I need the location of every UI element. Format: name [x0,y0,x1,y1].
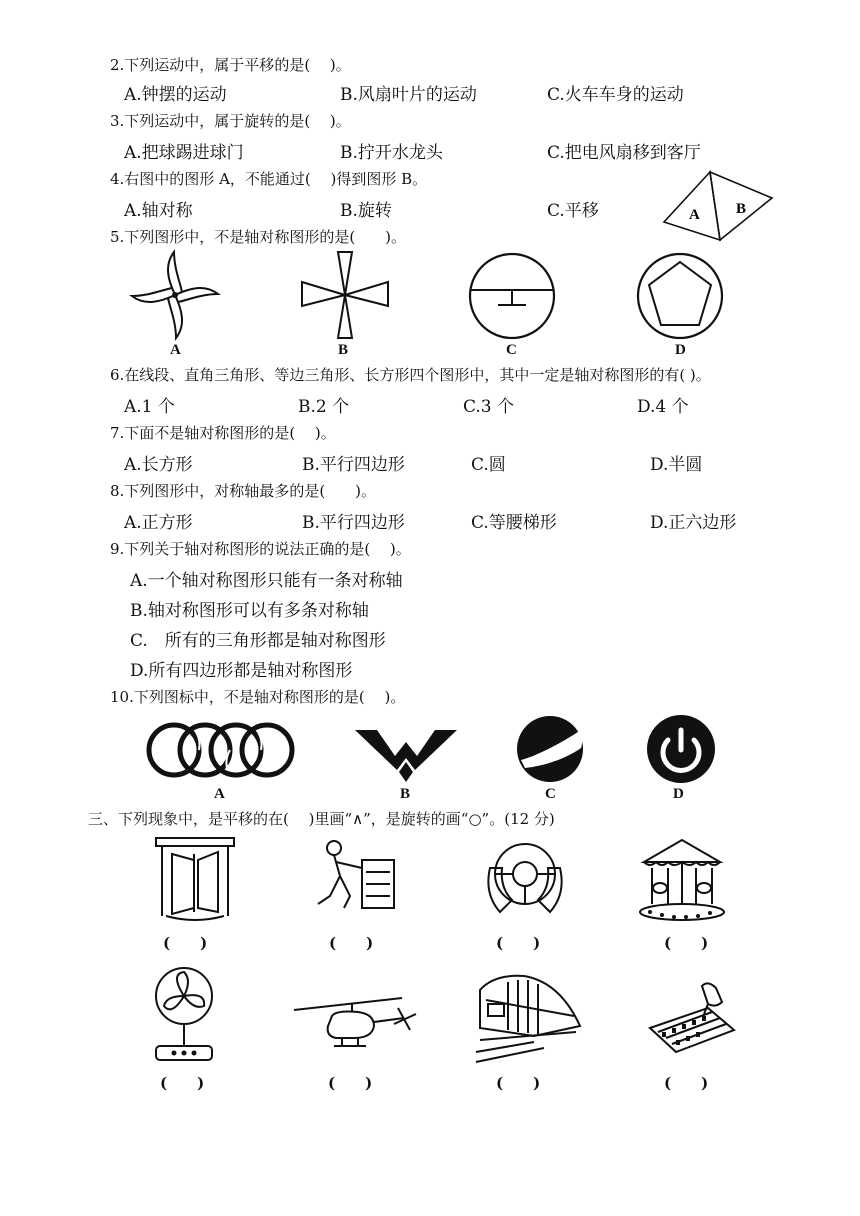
answer-blank-5[interactable]: ( ) [160,1074,205,1092]
question-2-stem: 2.下列运动中，属于平移的是( )。 [110,56,351,74]
q10-label-b: B [400,786,411,802]
section-3-title: 三、下列现象中，是平移的在( )里画“∧”，是旋转的画“○”。(12 分) [88,810,555,828]
four-rings-logo [144,720,298,780]
triangles-figure [662,168,774,242]
q9-option-d: D.所有四边形都是轴对称图形 [130,661,353,681]
q3-option-a: A.把球踢进球门 [124,143,244,163]
q8-option-b: B.平行四边形 [302,513,405,533]
q10-label-c: C [545,786,556,802]
question-6-stem: 6.在线段、直角三角形、等边三角形、长方形四个图形中，其中一定是轴对称图形的有( )。 [110,366,711,384]
q5-label-a: A [170,342,181,358]
answer-blank-4[interactable]: ( ) [664,934,709,952]
question-8-stem: 8.下列图形中，对称轴最多的是( )。 [110,482,377,500]
question-4-stem: 4.右图中的图形 A，不能通过( )得到图形 B。 [110,170,428,188]
q8-option-c: C.等腰梯形 [471,513,557,533]
q7-option-c: C.圆 [471,455,506,475]
q7-option-d: D.半圆 [650,455,703,475]
pentagon-circle-figure [636,252,724,340]
pushing-cabinet-picture [310,838,396,914]
answer-blank-3[interactable]: ( ) [496,934,541,952]
q8-option-d: D.正六边形 [650,513,737,533]
q4-option-b: B.旋转 [340,201,392,221]
q2-option-c: C.火车车身的运动 [547,85,684,105]
helicopter-picture [292,990,418,1052]
answer-blank-6[interactable]: ( ) [328,1074,373,1092]
q6-option-d: D.4 个 [637,397,689,417]
sphere-logo [515,714,585,784]
q10-label-d: D [673,786,684,802]
q7-option-a: A.长方形 [124,455,193,475]
train-picture [474,970,584,1066]
power-icon [646,714,716,784]
triangle-a-label: A [689,207,700,223]
question-9-stem: 9.下列关于轴对称图形的说法正确的是( )。 [110,540,411,558]
q3-option-b: B.拧开水龙头 [340,143,443,163]
question-10-stem: 10.下列图标中，不是轴对称图形的是( )。 [110,688,406,706]
q9-option-a: A.一个轴对称图形只能有一条对称轴 [130,571,403,591]
triangle-b-label: B [736,201,747,217]
q6-option-a: A.1 个 [124,397,175,417]
q9-option-b: B.轴对称图形可以有多条对称轴 [130,601,369,621]
question-3-stem: 3.下列运动中，属于旋转的是( )。 [110,112,351,130]
q9-option-c: C. 所有的三角形都是轴对称图形 [130,631,386,651]
answer-blank-2[interactable]: ( ) [329,934,374,952]
answer-blank-8[interactable]: ( ) [664,1074,709,1092]
steering-wheel-picture [482,838,568,916]
q5-label-c: C [506,342,517,358]
q4-option-c: C.平移 [547,201,599,221]
abacus-picture [646,978,736,1062]
q6-option-c: C.3 个 [463,397,515,417]
pinwheel-figure [130,250,220,340]
q7-option-b: B.平行四边形 [302,455,405,475]
electric-fan-picture [150,966,218,1062]
revolving-door-picture [152,836,238,920]
carousel-picture [636,838,728,922]
answer-blank-7[interactable]: ( ) [496,1074,541,1092]
q2-option-b: B.风扇叶片的运动 [340,85,477,105]
circle-t-figure [468,252,556,340]
q2-option-a: A.钟摆的运动 [124,85,227,105]
answer-blank-1[interactable]: ( ) [163,934,208,952]
question-5-stem: 5.下列图形中，不是轴对称图形的是( )。 [110,228,407,246]
q8-option-a: A.正方形 [124,513,193,533]
wings-logo [355,728,457,782]
butterfly-figure [300,250,390,340]
q5-label-b: B [338,342,349,358]
question-7-stem: 7.下面不是轴对称图形的是( )。 [110,424,336,442]
q4-option-a: A.轴对称 [124,201,193,221]
q10-label-a: A [214,786,225,802]
q6-option-b: B.2 个 [298,397,350,417]
q5-label-d: D [675,342,686,358]
q3-option-c: C.把电风扇移到客厅 [547,143,701,163]
